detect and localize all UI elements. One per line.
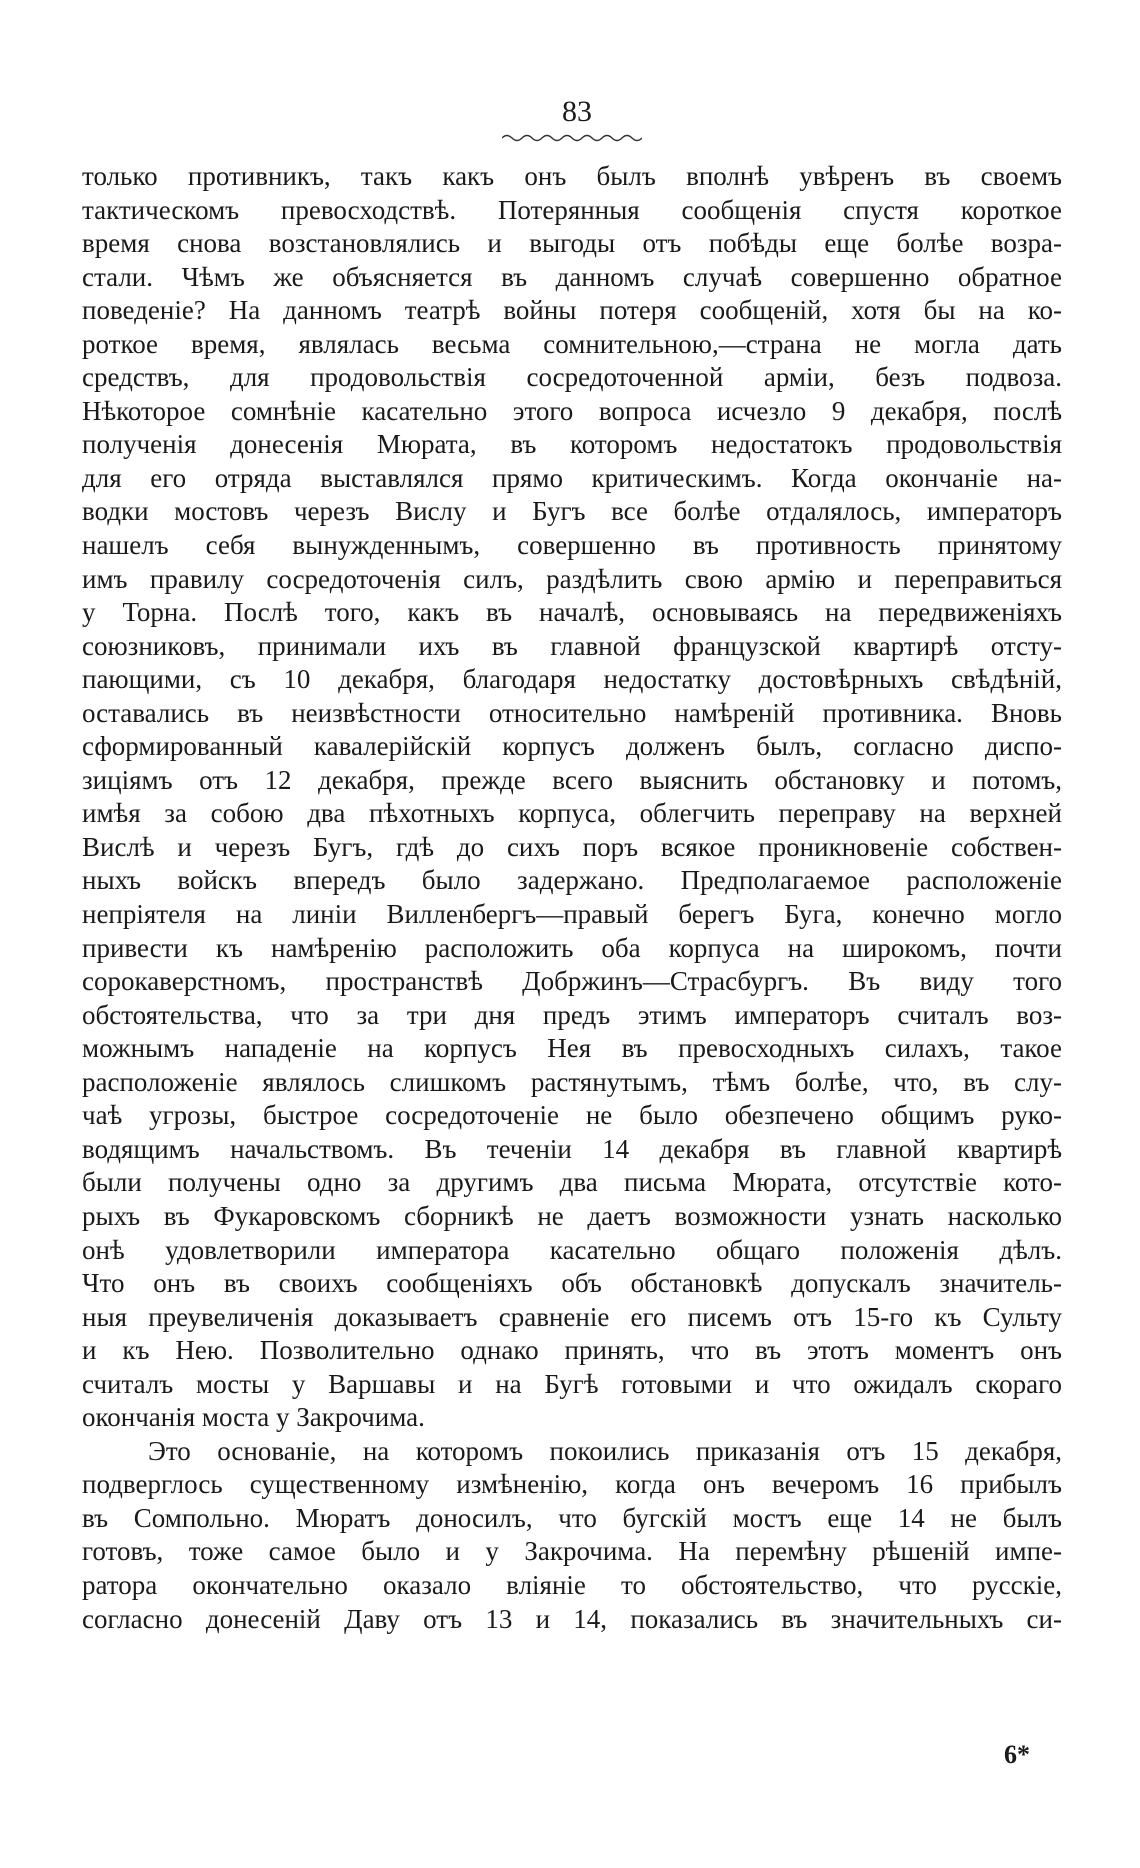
text-line: оставались въ неизвѣстности относительно намѣреній противника. Вновь [82, 697, 1062, 728]
text-line: ныя преувеличенія доказываетъ сравненіе его писемъ отъ 15-го къ Сульту [82, 1301, 1062, 1332]
text-line: роткое время, являлась весьма сомнительною,—страна не могла дать [82, 328, 1062, 359]
text-line: время снова возстановлялись и выгоды отъ побѣды еще болѣе возра- [82, 228, 1062, 259]
text-line: Это основаніе, на которомъ покоились приказанія отъ 15 декабря, [148, 1435, 1062, 1466]
text-line: чаѣ угрозы, быстрое сосредоточеніе не было обезпечено общимъ руко- [82, 1100, 1062, 1131]
text-line: ратора окончательно оказало вліяніе то обстоятельство, что русскіе, [82, 1569, 1062, 1600]
text-line: въ Сомпольно. Мюратъ доносилъ, что бугскій мостъ еще 14 не былъ [82, 1502, 1062, 1533]
text-line: рыхъ въ Фукаровскомъ сборникѣ не даетъ возможности узнать насколько [82, 1200, 1062, 1231]
text-line: ныхъ войскъ впередъ было задержано. Предполагаемое расположеніе [82, 865, 1062, 896]
text-line: привести къ намѣренію расположить оба корпуса на широкомъ, почти [82, 932, 1062, 963]
text-line: сорокаверстномъ, пространствѣ Добржинъ—Страсбургъ. Въ виду того [82, 966, 1062, 997]
text-line: Вислѣ и черезъ Бугъ, гдѣ до сихъ поръ всякое проникновеніе собствен- [82, 831, 1062, 862]
page-number: 83 [562, 95, 592, 128]
paragraph-1 [82, 160, 1062, 1435]
text-line: средствъ, для продовольствія сосредоточенной арміи, безъ подвоза. [82, 362, 1062, 393]
text-line: непріятеля на линіи Вилленбергъ—правый берегъ Буга, конечно могло [82, 899, 1062, 930]
page-body [82, 94, 1062, 1636]
text-line: обстоятельства, что за три дня предъ этимъ императоръ считалъ воз- [82, 999, 1062, 1030]
text-line: готовъ, тоже самое было и у Закрочима. На перемѣну рѣшеній импе- [82, 1536, 1062, 1567]
text-line: союзниковъ, принимали ихъ въ главной французской квартирѣ отсту- [82, 630, 1062, 661]
text-line: окончанія моста у Закрочима. [82, 1402, 425, 1433]
text-line: можнымъ нападеніе на корпусъ Нея въ превосходныхъ силахъ, такое [82, 1033, 1062, 1064]
text-line: имъ правилу сосредоточенія силъ, раздѣлить свою армію и переправиться [82, 563, 1062, 594]
printer-signature-mark: 6* [1004, 1740, 1030, 1769]
text-line: поведеніе? На данномъ театрѣ войны потеря сообщеній, хотя бы на ко- [82, 295, 1062, 326]
text-line: нашелъ себя вынужденнымъ, совершенно въ противность принятому [82, 530, 1062, 561]
text-line: онѣ удовлетворили императора касательно общаго положенія дѣлъ. [82, 1234, 1062, 1265]
text-line: и къ Нею. Позволительно однако принять, что въ этотъ моментъ онъ [82, 1335, 1062, 1366]
text-line: расположеніе являлось слишкомъ растянутымъ, тѣмъ болѣе, что, въ слу- [82, 1066, 1062, 1097]
text-line: водящимъ начальствомъ. Въ теченіи 14 декабря въ главной квартирѣ [82, 1133, 1062, 1164]
text-line: только противникъ, такъ какъ онъ былъ вполнѣ увѣренъ въ своемъ [82, 161, 1062, 191]
text-line: тактическомъ превосходствѣ. Потерянныя сообщенія спустя короткое [82, 194, 1062, 225]
text-line: зиціямъ отъ 12 декабря, прежде всего выяснить обстановку и потомъ, [82, 764, 1062, 795]
text-line: подверглось существенному измѣненію, когда онъ вечеромъ 16 прибылъ [82, 1469, 1062, 1500]
text-line: считалъ мосты у Варшавы и на Бугѣ готовыми и что ожидалъ скораго [82, 1368, 1062, 1399]
text-line: были получены одно за другимъ два письма Мюрата, отсутствіе кото- [82, 1167, 1062, 1198]
paragraph-2 [82, 1435, 1062, 1636]
text-line: Что онъ въ своихъ сообщеніяхъ объ обстановкѣ допускалъ значитель- [82, 1268, 1062, 1299]
text-line: пающими, съ 10 декабря, благодаря недостатку достовѣрныхъ свѣдѣній, [82, 664, 1062, 695]
text-line: у Торна. Послѣ того, какъ въ началѣ, основываясь на передвиженіяхъ [82, 597, 1062, 628]
text-line: согласно донесеній Даву отъ 13 и 14, показались въ значительныхъ си- [82, 1603, 1062, 1634]
text-line: для его отряда выставлялся прямо критическимъ. Когда окончаніе на- [82, 462, 1062, 493]
text-line: полученія донесенія Мюрата, въ которомъ недостатокъ продовольствія [82, 429, 1062, 460]
text-line: Нѣкоторое сомнѣніе касательно этого вопроса исчезло 9 декабря, послѣ [82, 395, 1062, 426]
text-line: сформированный кавалерійскій корпусъ долженъ былъ, согласно диспо- [82, 731, 1062, 762]
text-line: имѣя за собою два пѣхотныхъ корпуса, облегчить переправу на верхней [82, 798, 1062, 829]
text-line: стали. Чѣмъ же объясняется въ данномъ случаѣ совершенно обратное [82, 261, 1062, 292]
wavy-rule-ornament [502, 132, 642, 144]
text-line: водки мостовъ черезъ Вислу и Бугъ все болѣе отдалялось, императоръ [82, 496, 1062, 527]
